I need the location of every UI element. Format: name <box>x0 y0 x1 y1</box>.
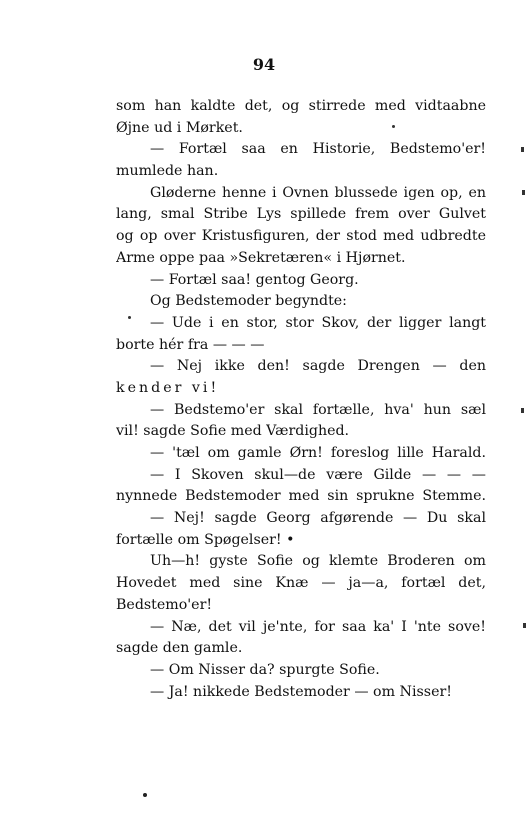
text-line: borte hér fra — — — <box>116 336 265 353</box>
edge-mark <box>523 623 526 628</box>
ink-speck <box>128 316 131 319</box>
text-line: sagde den gamle. <box>116 640 243 657</box>
edge-mark <box>521 147 524 152</box>
text-line: — Om Nisser da? spurgte Sofie. <box>150 661 380 678</box>
text-line: og op over Kristusfiguren, der stod med udbredte <box>116 228 486 245</box>
text-line: Uh—h! gyste Sofie og klemte Broderen om <box>150 553 486 570</box>
text-line: — 'tæl om gamle Ørn! foreslog lille Harald. <box>150 445 486 461</box>
ink-speck <box>392 125 395 128</box>
text-line: som han kaldte det, og stirrede med vidtaabne <box>116 98 486 114</box>
text-line: nynnede Bedstemoder med sin sprukne Stemme. <box>116 488 486 505</box>
page-number: 94 <box>252 55 276 74</box>
text-line: Arme oppe paa »Sekretæren« i Hjørnet. <box>116 249 406 266</box>
text-line: Og Bedstemoder begyndte: <box>150 293 347 310</box>
text-line: Øjne ud i Mørket. <box>116 119 243 136</box>
edge-mark <box>521 408 524 413</box>
text-line: fortælle om Spøgelser! • <box>116 531 295 548</box>
text-line: — Ude i en stor, stor Skov, der ligger langt <box>150 314 486 331</box>
ink-speck <box>143 793 147 797</box>
text-line: — Nej! sagde Georg afgørende — Du skal <box>150 510 486 527</box>
text-line: mumlede han. <box>116 163 219 180</box>
text-line: — Næ, det vil je'nte, for saa ka' I 'nte sove! <box>150 618 486 635</box>
text-line: — Nej ikke den! sagde Drengen — den <box>150 358 486 375</box>
text-line: Gløderne henne i Ovnen blussede igen op, en <box>150 184 486 201</box>
text-line: — Fortæl saa! gentog Georg. <box>150 271 359 288</box>
text-line: — Fortæl saa en Historie, Bedstemo'er! <box>150 141 486 158</box>
text-line: lang, smal Stribe Lys spillede frem over Gulvet <box>116 206 486 223</box>
text-line: — Bedstemo'er skal fortælle, hva' hun sæl <box>150 401 486 418</box>
text-line: Hovedet med sine Knæ — ja—a, fortæl det, <box>116 575 486 592</box>
text-line: kender vi! <box>116 379 220 396</box>
text-line: — I Skoven skul—de være Gilde — — — <box>150 466 486 483</box>
edge-mark <box>522 190 525 195</box>
body-text <box>116 96 486 703</box>
text-line: Bedstemo'er! <box>116 596 213 613</box>
text-line: vil! sagde Sofie med Værdighed. <box>116 423 350 440</box>
text-line: — Ja! nikkede Bedstemoder — om Nisser! <box>150 683 452 700</box>
